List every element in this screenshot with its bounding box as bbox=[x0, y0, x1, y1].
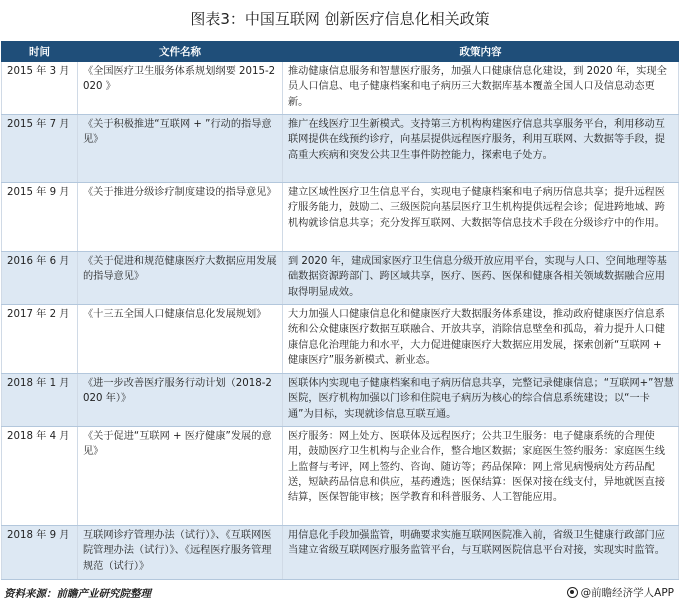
row-file-name: 《关于推进分级诊疗制度建设的指导意见》 bbox=[78, 183, 283, 252]
row-file-name: 《关于积极推进“互联网 + ”行动的指导意见》 bbox=[78, 115, 283, 183]
row-policy-content: 推广在线医疗卫生新模式。支持第三方机构构建医疗信息共享服务平台，利用移动互联网提供在线预约诊疗，向基层提供远程医疗服务，利用互联网、大数据等手段，提高重大疾病和突发公共卫生事件防控能力，探索电子处方。 bbox=[283, 115, 679, 183]
page-title: 图表3：中国互联网 创新医疗信息化相关政策 bbox=[190, 10, 490, 28]
table-row bbox=[2, 62, 679, 115]
row-file-name: 《全国医疗卫生服务体系规划纲要 2015-2020 》 bbox=[78, 62, 283, 115]
row-time: 2015 年 3 月 bbox=[2, 62, 78, 115]
header-time: 时间 bbox=[2, 42, 78, 62]
row-file-name: 互联网诊疗管理办法（试行）》、《互联网医院管理办法（试行）》、《远程医疗服务管理规范（试行）》 bbox=[78, 526, 283, 580]
row-file-name: 《十三五全国人口健康信息化发展规划》 bbox=[78, 305, 283, 374]
row-time: 2018 年 1 月 bbox=[2, 374, 78, 427]
row-time: 2015 年 7 月 bbox=[2, 115, 78, 183]
row-file-name: 《进一步改善医疗服务行动计划（2018-2020 年）》 bbox=[78, 374, 283, 427]
table-row bbox=[2, 183, 679, 252]
header-file-name: 文件名称 bbox=[78, 42, 283, 62]
table-row bbox=[2, 526, 679, 580]
row-time: 2017 年 2 月 bbox=[2, 305, 78, 374]
table-row bbox=[2, 305, 679, 374]
brand-logo-icon bbox=[567, 587, 578, 598]
row-policy-content: 推动健康信息服务和智慧医疗服务，加强人口健康信息化建设，到 2020 年，实现全员人口信息、电子健康档案和电子病历三大数据库基本覆盖全国人口及信息动态更新。 bbox=[283, 62, 679, 115]
table-row bbox=[2, 374, 679, 427]
table-row bbox=[2, 252, 679, 305]
row-time: 2018 年 4 月 bbox=[2, 427, 78, 526]
row-file-name: 《关于促进“互联网 + 医疗健康”发展的意见》 bbox=[78, 427, 283, 526]
brand-credit bbox=[567, 585, 674, 600]
row-time: 2016 年 6 月 bbox=[2, 252, 78, 305]
row-policy-content: 医疗服务：网上处方、医联体及远程医疗；公共卫生服务：电子健康系统的合理使用，鼓励医疗卫生机构与企业合作，整合地区数据；家庭医生签约服务：家庭医生线上监督与考评，网上签约、咨询、随访等；药品保障：网上常见病慢病处方药品配送，短缺药品信息和供应，基药遴选；医保结算：医保对接在线支付，异地就医直接结算，医保智能审核；医学教育和科普服务、人工智能应用。 bbox=[283, 427, 679, 526]
header-policy-content: 政策内容 bbox=[283, 42, 679, 62]
row-policy-content: 建立区域性医疗卫生信息平台，实现电子健康档案和电子病历信息共享；提升远程医疗服务能力，鼓励二、三级医院向基层医疗卫生机构提供远程会诊；促进跨地域、跨机构就诊信息共享；充分发挥互联网、大数据等信息技术手段在分级诊疗中的作用。 bbox=[283, 183, 679, 252]
source-note: 资料来源：前瞻产业研究院整理 bbox=[4, 588, 151, 600]
row-policy-content: 医联体内实现电子健康档案和电子病历信息共享，完整记录健康信息；“互联网+”智慧医院，医疗机构加强以门诊和住院电子病历为核心的综合信息系统建设；以“一卡通”为目标，实现就诊信息互联互通。 bbox=[283, 374, 679, 427]
table-row bbox=[2, 115, 679, 183]
table-row bbox=[2, 427, 679, 526]
row-policy-content: 到 2020 年，建成国家医疗卫生信息分级开放应用平台，实现与人口、空间地理等基础数据资源跨部门、跨区域共享，医疗、医药、医保和健康各相关领域数据融合应用取得明显成效。 bbox=[283, 252, 679, 305]
row-time: 2018 年 9 月 bbox=[2, 526, 78, 580]
row-time: 2015 年 9 月 bbox=[2, 183, 78, 252]
row-policy-content: 用信息化手段加强监管，明确要求实施互联网医院准入前，省级卫生健康行政部门应当建立省级互联网医疗服务监管平台，与互联网医院信息平台对接，实现实时监管。 bbox=[283, 526, 679, 580]
row-file-name: 《关于促进和规范健康医疗大数据应用发展的指导意见》 bbox=[78, 252, 283, 305]
policy-table bbox=[1, 41, 679, 580]
table-header-row bbox=[2, 42, 679, 62]
row-policy-content: 大力加强人口健康信息化和健康医疗大数据服务体系建设，推动政府健康医疗信息系统和公众健康医疗数据互联融合、开放共享，消除信息壁垒和孤岛，着力提升人口健康信息化治理能力和水平，大力促进健康医疗大数据应用发展，探索创新“互联网 + 健康医疗”服务新模式、新业态。 bbox=[283, 305, 679, 374]
brand-label: @前瞻经济学人APP bbox=[580, 587, 674, 599]
